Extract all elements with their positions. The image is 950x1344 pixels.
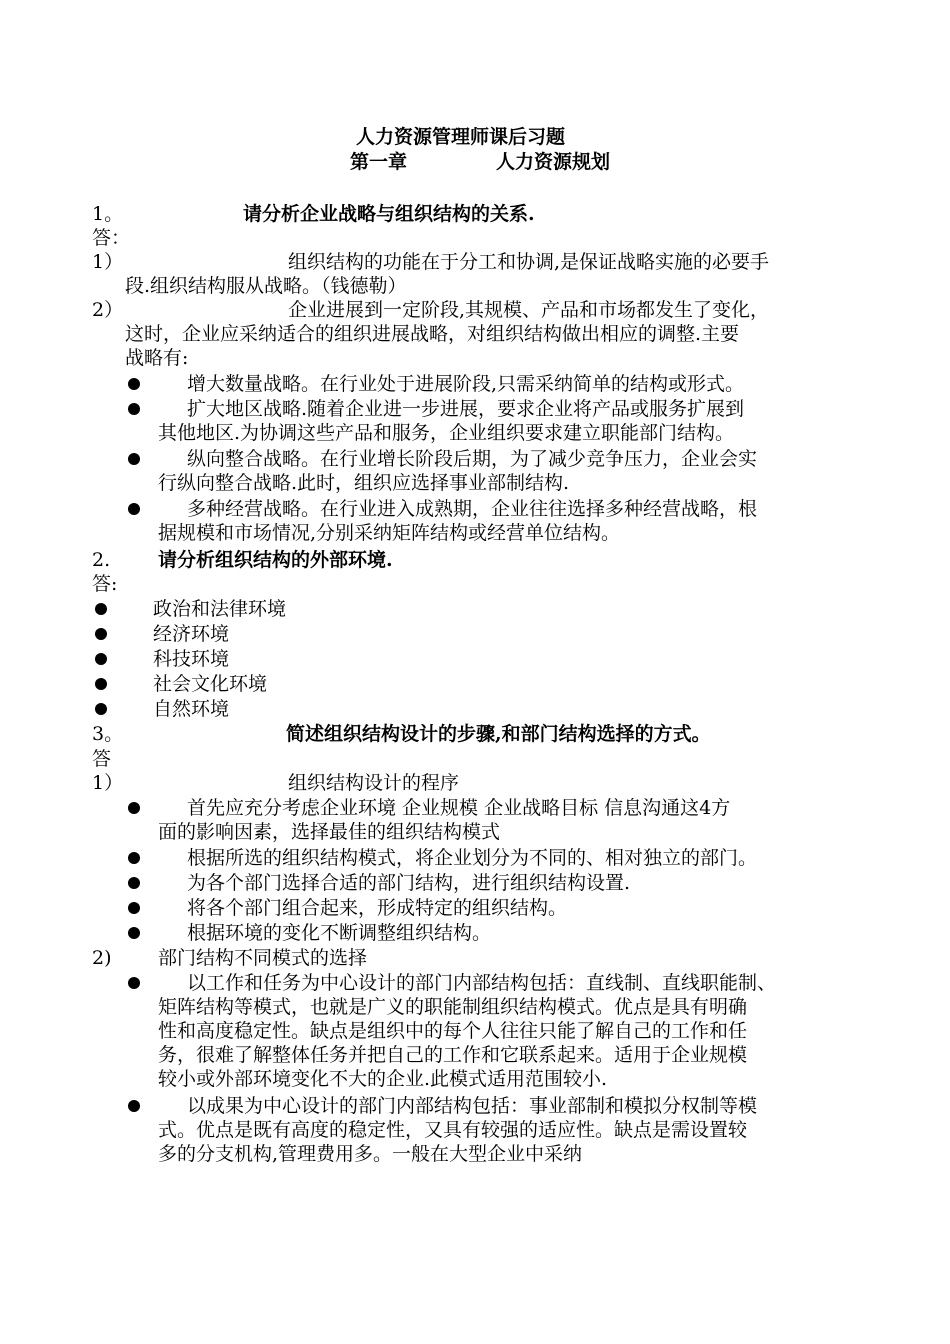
page-title: 人力资源管理师课后习题	[356, 126, 566, 148]
q3-point2-text: 部门结构不同模式的选择	[158, 947, 368, 969]
q3-question: 简述组织结构设计的步骤,和部门结构选择的方式。	[286, 723, 711, 745]
q1-point2-line2: 这时，企业应采纳适合的组织进展战略，对组织结构做出相应的调整.主要	[125, 323, 740, 345]
q1-strategy-4-line1: 多种经营战略。在行业进入成熟期，企业往往选择多种经营战略，根	[187, 498, 758, 520]
bullet-icon	[128, 503, 140, 515]
q3-mode-1-line5: 较小或外部环境变化不大的企业.此模式适用范围较小.	[158, 1068, 608, 1090]
bullet-icon	[128, 802, 140, 814]
q3-number: 3。	[92, 723, 124, 745]
bullet-icon	[95, 653, 107, 665]
q3-mode-2-line1: 以成果为中心设计的部门内部结构包括：事业部制和模拟分权制等模	[187, 1095, 758, 1117]
bullet-icon	[128, 1100, 140, 1112]
q1-strategy-1: 增大数量战略。在行业处于进展阶段,只需采纳简单的结构或形式。	[187, 373, 745, 395]
chapter-label: 第一章	[350, 151, 408, 173]
q1-strategy-3-line2: 行纵向整合战略.此时，组织应选择事业部制结构.	[158, 472, 570, 494]
q1-point1-line2: 段.组织结构服从战略。（钱德勒）	[125, 275, 407, 297]
q3-step-3: 为各个部门选择合适的部门结构，进行组织结构设置.	[187, 872, 631, 894]
bullet-icon	[128, 453, 140, 465]
q1-strategy-2-line1: 扩大地区战略.随着企业进一步进展，要求企业将产品或服务扩展到	[187, 398, 745, 420]
q3-mode-1-line1: 以工作和任务为中心设计的部门内部结构包括：直线制、直线职能制、	[187, 972, 777, 994]
q3-point2-number: 2)	[92, 947, 112, 969]
q3-point1-number: 1）	[92, 772, 124, 794]
q3-step-4: 将各个部门组合起来，形成特定的组织结构。	[187, 897, 568, 919]
q2-env-item: 自然环境	[153, 698, 230, 720]
bullet-icon	[128, 877, 140, 889]
q2-env-item: 政治和法律环境	[153, 598, 287, 620]
bullet-icon	[128, 403, 140, 415]
bullet-icon	[128, 977, 140, 989]
bullet-icon	[128, 852, 140, 864]
q3-step-2: 根据所选的组织结构模式，将企业划分为不同的、相对独立的部门。	[187, 847, 758, 869]
bullet-icon	[95, 628, 107, 640]
q3-mode-2-line2: 式。优点是既有高度的稳定性，又具有较强的适应性。缺点是需设置较	[158, 1119, 748, 1141]
q2-env-item: 经济环境	[153, 623, 230, 645]
q2-env-item: 科技环境	[153, 648, 230, 670]
q3-mode-1-line2: 矩阵结构等模式，也就是广义的职能制组织结构模式。优点是具有明确	[158, 996, 748, 1018]
q1-strategy-2-line2: 其他地区.为协调这些产品和服务，企业组织要求建立职能部门结构。	[158, 422, 735, 444]
q2-answer-label: 答:	[92, 573, 118, 595]
q2-env-item: 社会文化环境	[153, 673, 268, 695]
bullet-icon	[128, 902, 140, 914]
q1-point2-line3: 战略有:	[125, 347, 189, 369]
q2-question: 请分析组织结构的外部环境.	[158, 549, 393, 571]
bullet-icon	[128, 378, 140, 390]
q3-step-1-line1: 首先应充分考虑企业环境 企业规模 企业战略目标 信息沟通这4方	[187, 797, 731, 819]
q3-mode-2-line3: 多的分支机构,管理费用多。一般在大型企业中采纳	[158, 1143, 583, 1165]
q3-step-1-line2: 面的影响因素，选择最佳的组织结构模式	[158, 821, 501, 843]
q1-number: 1。	[92, 203, 124, 225]
bullet-icon	[95, 678, 107, 690]
q3-point1-text: 组织结构设计的程序	[288, 772, 460, 794]
q2-number: 2.	[92, 549, 111, 571]
q1-strategy-3-line1: 纵向整合战略。在行业增长阶段后期，为了减少竞争压力，企业会实	[187, 448, 758, 470]
bullet-icon	[95, 603, 107, 615]
bullet-icon	[128, 927, 140, 939]
q3-mode-1-line4: 务，很难了解整体任务并把自己的工作和它联系起来。适用于企业规模	[158, 1044, 748, 1066]
q3-step-5: 根据环境的变化不断调整组织结构。	[187, 922, 492, 944]
q1-point1-line1: 组织结构的功能在于分工和协调,是保证战略实施的必要手	[288, 251, 770, 273]
q1-point2-number: 2）	[92, 299, 124, 321]
chapter-name: 人力资源规划	[496, 151, 611, 173]
q1-point1-number: 1）	[92, 251, 124, 273]
q1-point2-line1: 企业进展到一定阶段,其规模、产品和市场都发生了变化，	[288, 299, 770, 321]
q1-question: 请分析企业战略与组织结构的关系.	[243, 203, 535, 225]
bullet-icon	[95, 703, 107, 715]
q1-strategy-4-line2: 据规模和市场情况,分别采纳矩阵结构或经营单位结构。	[158, 522, 621, 544]
q3-mode-1-line3: 性和高度稳定性。缺点是组织中的每个人往往只能了解自己的工作和任	[158, 1020, 748, 1042]
q1-answer-label: 答：	[92, 227, 131, 249]
q3-answer-label: 答	[92, 748, 112, 770]
